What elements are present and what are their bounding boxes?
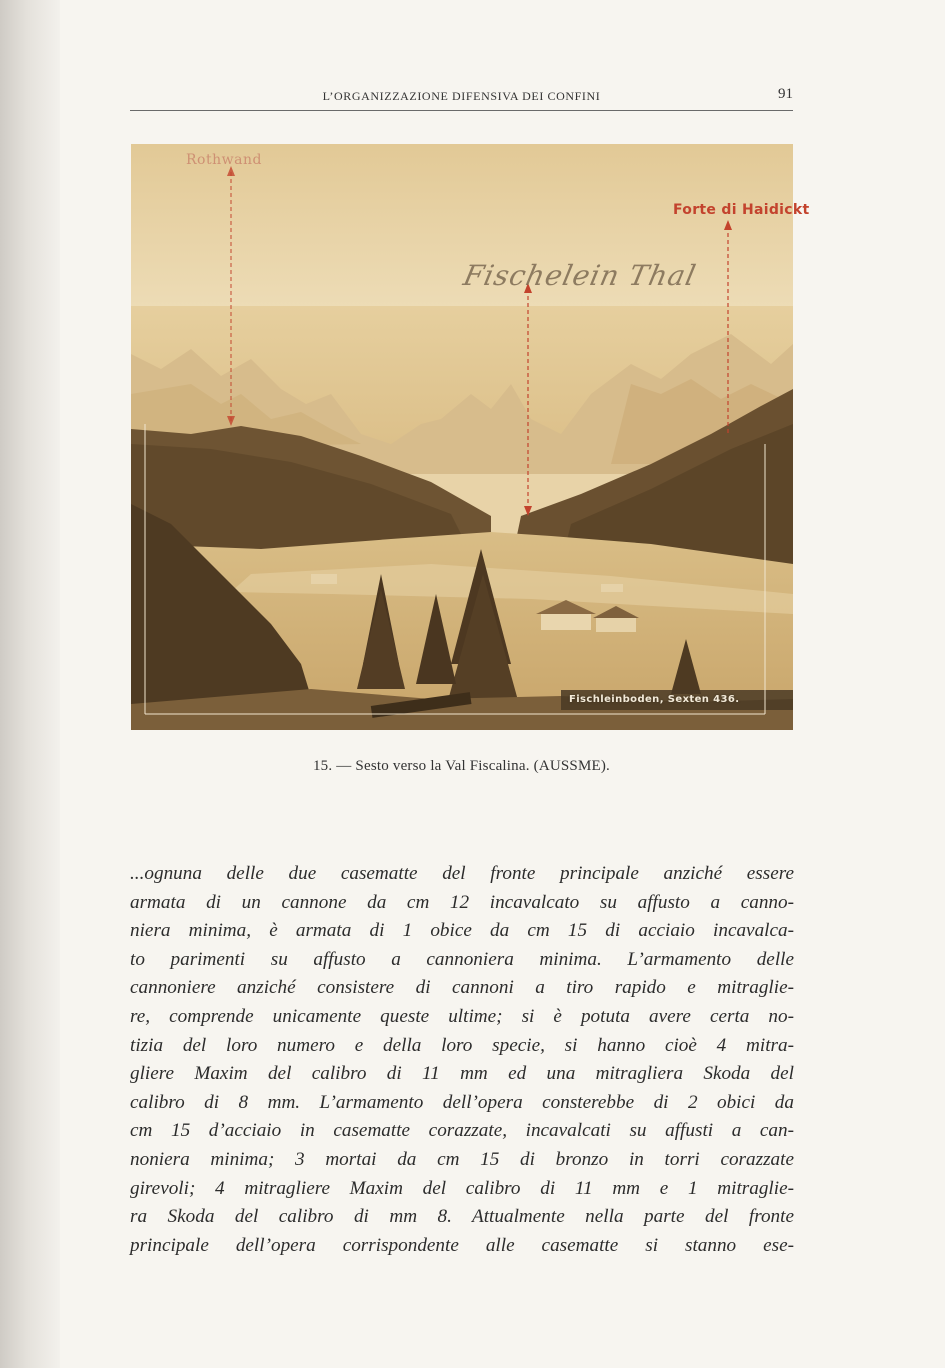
- text-line: ra Skoda del calibro di mm 8. Attualmente nella parte del fronte: [130, 1206, 794, 1228]
- page-number: 91: [778, 86, 793, 102]
- running-head: [130, 86, 793, 111]
- photo-scene: [131, 144, 793, 730]
- text-line: girevoli; 4 mitragliere Maxim del calibro di 11 mm e 1 mitraglie-: [130, 1177, 794, 1199]
- text-line: calibro di 8 mm. L’armamento dell’opera consterebbe di 2 obici da: [130, 1091, 794, 1113]
- text-line: ...ognuna delle due casematte del fronte principale anziché essere: [130, 863, 794, 884]
- text-line: tizia del loro numero e della loro specie, si hanno cioè 4 mitra-: [130, 1034, 794, 1056]
- body-paragraph: [130, 860, 794, 1260]
- text-line: principale dell’opera corrispondente alle casematte si stanno ese-: [130, 1234, 794, 1256]
- text-line: niera minima, è armata di 1 obice da cm 15 di acciaio incavalca-: [130, 920, 794, 942]
- text-line: re, comprende unicamente queste ultime; si è potuta avere certa no-: [130, 1005, 794, 1027]
- text-line: cm 15 d’acciaio in casematte corazzate, incavalcati su affusti a can-: [130, 1120, 794, 1142]
- text-line: cannoniere anziché consistere di cannoni a tiro rapido e mitraglie-: [130, 977, 794, 999]
- label-rothwand: Rothwand: [186, 152, 262, 168]
- label-forte-di-haidickt: Forte di Haidickt: [673, 202, 810, 218]
- running-title: L’ORGANIZZAZIONE DIFENSIVA DEI CONFINI: [322, 89, 601, 103]
- photo-plate-caption: Fischleinboden, Sexten 436.: [569, 694, 740, 705]
- text-line: to parimenti su affusto a cannoniera minima. L’armamento delle: [130, 948, 794, 970]
- text-line: armata di un cannone da cm 12 incavalcato su affusto a canno-: [130, 891, 794, 913]
- text-line: noniera minima; 3 mortai da cm 15 di bronzo in torri corazzate: [130, 1148, 794, 1170]
- label-fischelein-thal: Fischelein Thal: [460, 259, 700, 292]
- figure-caption: 15. — Sesto verso la Val Fiscalina. (AUSSME).: [312, 758, 611, 774]
- binding-gutter-shadow: [0, 0, 60, 1368]
- historic-photograph: [131, 144, 810, 730]
- text-line: gliere Maxim del calibro di 11 mm ed una mitragliera Skoda del: [130, 1063, 794, 1085]
